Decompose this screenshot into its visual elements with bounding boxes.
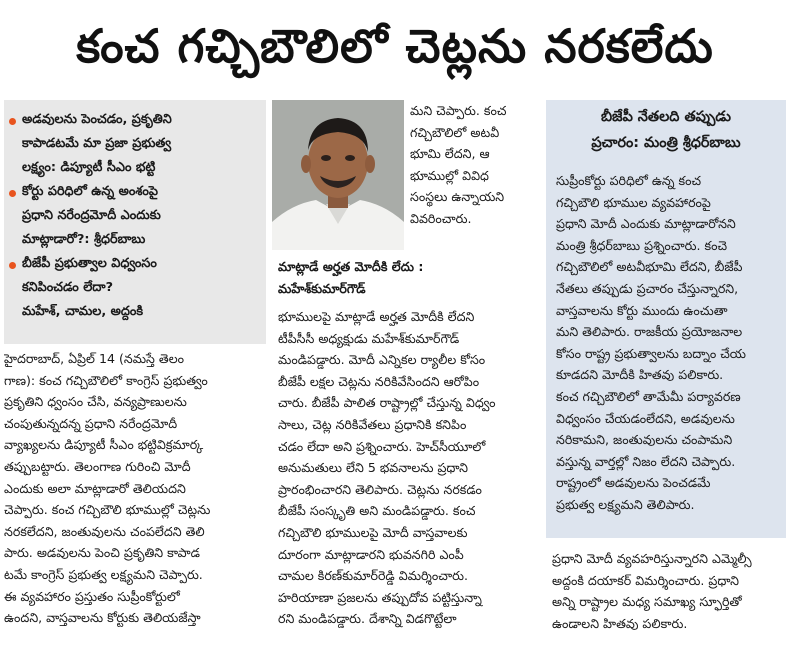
text-line: విధ్వంసం చేయడంలేదని, అడవులను xyxy=(556,410,735,426)
text-line: సాలు, చెట్ల నరికివేతలు ప్రధానికి కనిపిం xyxy=(278,416,467,432)
text-line: మంత్రి శ్రీధర్‌బాబు ప్రశ్నించారు. కంచె xyxy=(556,237,728,253)
text-line: వ్యాఖ్యలను డిప్యూటీ సీఎం భట్టివిక్రమార్క xyxy=(4,437,204,453)
text-line: ప్రభుత్వ లక్ష్యమని తెలిపారు. xyxy=(556,496,695,512)
text-line: గచ్చిబౌలిలో అటవీభూమి లేదని, బీజేపీ xyxy=(556,259,743,275)
text-line: నరికామని, జంతువులను చంపామని xyxy=(556,432,733,448)
bullet-icon xyxy=(9,190,16,197)
text-line: కంచ గచ్చిబౌలిలో తామేమీ పర్యావరణ xyxy=(556,388,741,404)
text-line: ప్రకృతిని ధ్వంసం చేసి, వన్యప్రాణులను xyxy=(4,394,187,410)
subheading: మాట్లాడే అర్హత మోదీకి లేదు : మహేశ్‌కుమార్‌గౌడ్ xyxy=(278,259,424,296)
text-line: మని చెప్పారు. కంచ xyxy=(410,103,507,118)
text-line: గచ్చిబౌలి భూముల వ్యవహారంపై xyxy=(556,194,711,210)
text-line: మండిపడ్డారు. మోదీ ఎన్నికల ర్యాలీల కోసం xyxy=(278,352,486,368)
text-line: తప్పుబట్టారు. తెలంగాణ గురించి మోదీ xyxy=(4,458,191,474)
text-line: బీజేపీ సంస్కృతి అని మండిపడ్డారు. కంచ xyxy=(278,503,476,519)
text-line: నేతలు తప్పుడు ప్రచారం చేస్తున్నారని, xyxy=(556,280,739,296)
text-line: సంస్థలు ఉన్నాయని xyxy=(410,189,505,205)
text-line: హరియాణా ప్రజలను తప్పుదోవ పట్టిస్తున్నా xyxy=(278,589,482,605)
sidebar-box xyxy=(546,100,786,538)
text-line: చంపుతున్నదన్న ప్రధాని నరేంద్రమోదీ xyxy=(4,415,178,431)
text-line: అద్దంకి దయాకర్ విమర్శించారు. ప్రధాని xyxy=(552,572,739,588)
text-line: ఎందుకు అలా మాట్లాడారో తెలియదని xyxy=(4,480,186,496)
text-line: ఉండాలని హితవు పలికారు. xyxy=(552,615,688,631)
right-column-text xyxy=(552,548,788,664)
text-line: అన్ని రాష్ట్రాల మధ్య సమాఖ్య స్ఫూర్తితో xyxy=(552,594,742,610)
text-line: వాస్తవాలను కోర్టు ముందు ఉంచుతా xyxy=(556,302,728,318)
middle-column-text xyxy=(278,306,540,664)
text-line: రని మండిపడ్డారు. దేశాన్ని విడగొట్టేలా xyxy=(278,611,457,627)
text-line: నరకలేదని, జంతువులను చంపలేదని తెలి xyxy=(4,523,205,539)
text-line: ఈ వ్యవహారం ప్రస్తుతం సుప్రీంకోర్టులో xyxy=(4,588,180,604)
text-line: చడం లేదా అని ప్రశ్నించారు. హెచ్‌సీయూలో xyxy=(278,438,486,454)
text-line: గచ్చిబౌలి భూములపై మోదీ వాస్తవాలకు xyxy=(278,524,468,540)
highlight-item: అడవులను పెంచడం, ప్రకృతిని కాపాడటమే మా ప్రజా ప్రభుత్వ లక్ష్యం: డిప్యూటీ సీఎం భట్టి xyxy=(4,108,266,180)
text-line: భూముల్లో వివిధ xyxy=(410,167,489,183)
text-line: దూరంగా మాట్లాడారని భువనగిరి ఎంపీ xyxy=(278,546,464,562)
text-line: భూములపై మాట్లాడే అర్హత మోదీకి లేదని xyxy=(278,309,475,324)
text-line: అనుమతులు లేని 5 భవనాలను ప్రధాని xyxy=(278,460,468,476)
text-line: చారు. బీజేపీ పాలిత రాష్ట్రాల్లో చేస్తున్న విధ్వం xyxy=(278,395,496,411)
text-line: హైదరాబాద్, ఏప్రిల్ 14 (నమస్తే తెలం xyxy=(4,351,185,366)
text-line: భూమి లేదని, ఆ xyxy=(410,146,490,162)
text-line: చామల కిరణ్‌కుమార్‌రెడ్డి విమర్శించారు. xyxy=(278,568,468,584)
text-line: రాష్ట్రంలో అడవులను పెంచడమే xyxy=(556,475,711,491)
text-line: పారు. అడవులను పెంచి ప్రకృతిని కాపాడ xyxy=(4,545,200,561)
text-line: చెప్పారు. కంచ గచ్చిబౌలి భూముల్లో చెట్లను xyxy=(4,502,211,518)
headline: కంచ గచ్చిబౌలిలో చెట్లను నరకలేదు xyxy=(76,19,714,73)
highlight-item: కోర్టు పరిధిలో ఉన్న అంశంపై ప్రధాని నరేంద్రమోదీ ఎందుకు మాట్లాడారో?: శ్రీధర్‌బాబు xyxy=(4,180,266,252)
bullet-icon xyxy=(9,118,16,125)
sidebar-text xyxy=(556,170,780,534)
left-column-text xyxy=(4,348,266,664)
middle-top-text xyxy=(410,100,536,250)
text-line: బీజేపీ లక్షల చెట్లను నరికివేసిందని ఆరోపిం xyxy=(278,373,480,389)
text-line: ప్రారంభించారని తెలిపారు. చెట్లను నరకడం xyxy=(278,481,482,497)
text-line: టీపీసీసీ అధ్యక్షుడు మహేశ్‌కుమార్‌గౌడ్ xyxy=(278,330,460,346)
text-line: కూడదని మోదీకి హితవు పలికారు. xyxy=(556,367,724,383)
text-line: గాణ): కంచ గచ్చిబౌలిలో కాంగ్రెస్ ప్రభుత్వం xyxy=(4,372,208,388)
text-line: ప్రధాని మోదీ ఎందుకు మాట్లాడారోనని xyxy=(556,216,736,232)
text-line: ఉందని, వాస్తవాలను కోర్టుకు తెలియజేస్తా xyxy=(4,610,201,626)
text-line: వస్తున్న వార్తల్లో నిజం లేదని చెప్పారు. xyxy=(556,453,736,469)
highlight-item: బీజేపీ ప్రభుత్వాల విధ్వంసం కనిపించడం లేదా? మహేశ్, చామల, అద్దంకి xyxy=(4,252,266,324)
highlights-box xyxy=(4,100,266,344)
text-line: వివరించారు. xyxy=(410,210,472,226)
text-line: టమే కాంగ్రెస్ ప్రభుత్వ లక్ష్యమని చెప్పారు. xyxy=(4,566,203,582)
text-line: గచ్చిబౌలిలో అటవీ xyxy=(410,124,500,140)
bullet-icon xyxy=(9,262,16,269)
text-line: సుప్రీంకోర్టు పరిధిలో ఉన్న కంచ xyxy=(556,173,702,188)
speaker-photo xyxy=(272,100,404,250)
text-line: ప్రధాని మోదీ వ్యవహరిస్తున్నారని ఎమ్మెల్సీ xyxy=(552,551,752,566)
text-line: కోసం రాష్ట్ర ప్రభుత్వాలను బద్నాం చేయ xyxy=(556,345,746,361)
sidebar-heading: బీజేపీ నేతలది తప్పుడు ప్రచారం: మంత్రి శ్రీధర్‌బాబు xyxy=(591,109,741,151)
text-line: మని తెలిపారు. రాజకీయ ప్రయోజనాల xyxy=(556,324,743,340)
